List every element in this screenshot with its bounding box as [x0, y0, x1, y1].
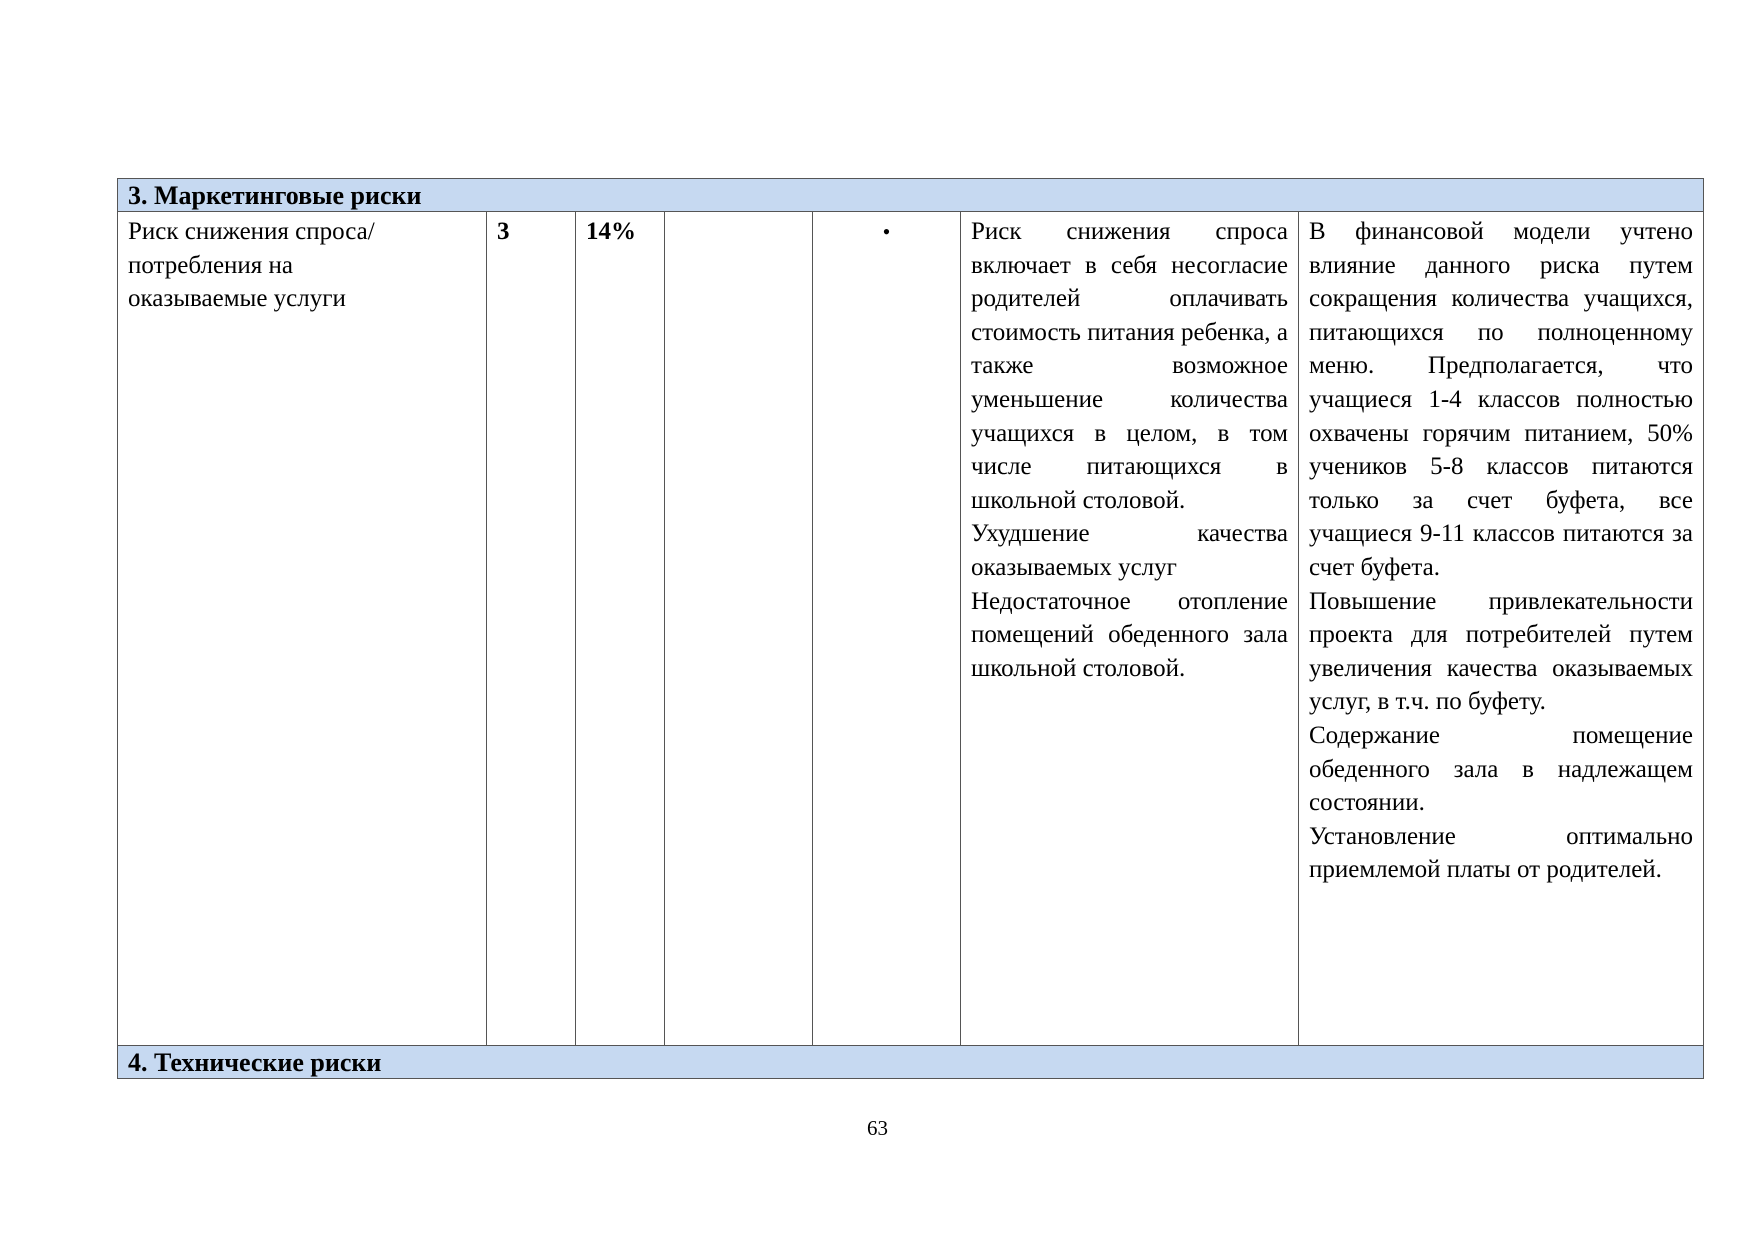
risk-name-line: потребления на — [128, 251, 294, 279]
risk-measures-cell — [1299, 212, 1704, 1046]
risk-percent-cell: 14% — [576, 212, 665, 1046]
measures-paragraph: Повышение привлекательности проекта для потребителей путем увеличения качества оказываемых услуг, в т.ч. по буфету. — [1309, 587, 1693, 716]
description-paragraph: Недостаточное отопление помещений обеденного зала школьной столовой. — [971, 587, 1288, 682]
measures-paragraph: Установление оптимально приемлемой платы от родителей. — [1309, 822, 1693, 884]
risk-score-cell: 3 — [487, 212, 576, 1046]
measures-paragraph: Содержание помещение обеденного зала в надлежащем состоянии. — [1309, 721, 1693, 817]
risk-name-line: оказываемые услуги — [128, 285, 346, 313]
description-paragraph: Ухудшение качества оказываемых услуг — [971, 520, 1288, 581]
bullet-marker: • — [882, 219, 891, 244]
table-row — [118, 212, 1704, 1046]
section-header-marketing — [118, 179, 1704, 212]
description-paragraph: Риск снижения спроса включает в себя несогласие родителей оплачивать стоимость питания ребенка, а также возможное уменьшение количества учащихся в целом, в том числе питающихся в школьной столовой. — [971, 218, 1288, 514]
section-title-technical: 4. Технические риски — [118, 1046, 1704, 1079]
marker-cell — [813, 212, 961, 1046]
page-number: 63 — [867, 1116, 888, 1140]
measures-paragraph: В финансовой модели учтено влияние данного риска путем сокращения количества учащихся, питающихся по полноценному меню. Предполагается, что учащиеся 1-4 классов полностью охвачены горячим питанием, 50% учеников 5-8 классов питаются только за счет буфета, все учащиеся 9-11 классов питаются за счет буфета. — [1309, 218, 1693, 581]
risk-table — [117, 178, 1704, 1079]
section-title-marketing: 3. Маркетинговые риски — [118, 179, 1704, 212]
risk-name-line: Риск снижения спроса/ — [128, 218, 375, 245]
section-header-technical — [118, 1046, 1704, 1079]
risk-description-cell — [961, 212, 1299, 1046]
empty-cell — [665, 212, 813, 1046]
risk-name-cell — [118, 212, 487, 1046]
